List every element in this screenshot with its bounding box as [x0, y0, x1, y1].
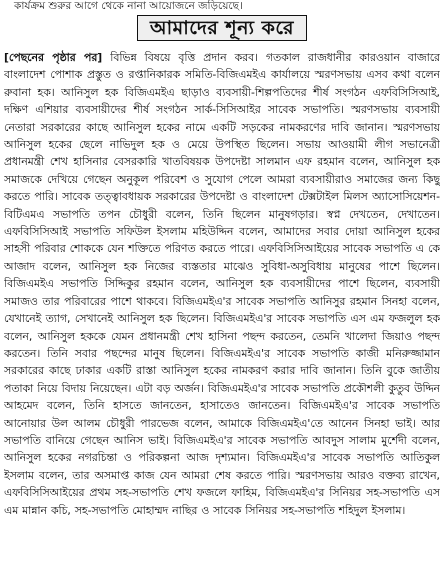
article-text: বিভিন্ন বিষয়ে বৃত্তি প্রদান করব। গতকাল রাজধানীর কারওয়ান বাজারে বাংলাদেশ পোশাক প্রস্তুত ও রপ্তানিকারক সমিতি-বিজিএমইএ কার্যালয়ে স্মরণসভায় এসব কথা বলেন রুবানা হক। আনিসুল হক বিজিএমইএ ছাড়াও ব্যবসায়ী-শিল্পপতিদের শীর্ষ সংগঠন এফবিসিসিআই, দক্ষিণ এশিয়ার ব্যবসায়ীদের শীর্ষ সংগঠন সার্ক-সিসিআইর সাবেক সভাপতি। স্মরণসভায় ব্যবসায়ী নেতারা সরকারের কাছে আনিসুল হকের নামে একটি সড়কের নামকরণের দাবি জানান। স্মরণসভায় আনিসুল হকের ছেলে নাভিদুল হক ও মেয়ে উপস্থিত ছিলেন। সভায় আওয়ামী লীগ সভানেত্রী প্রধানমন্ত্রী শেখ হাসিনার বেসরকারি খাতবিষয়ক উপদেষ্টা সালমান এফ রহমান বলেন, আনিসুল হক সমাজকে দেখিয়ে গেছেন অনুকূল পরিবেশ ও সুযোগ পেলে আমরা ব্যবসায়ীরাও সমাজের জন্য কিছু করতে পারি। সাবেক তত্ত্বাবধায়ক সরকারের উপদেষ্টা ও বাংলাদেশ টেক্সটাইল মিলস অ্যাসোসিয়েশন-বিটিএমএ সভাপতি তপন চৌধুরী বলেন, তিনি ছিলেন মানুষগড়ার। স্বপ্ন দেখতেন, দেখাতেন। এফবিসিসিআই সভাপতি সফিউল ইসলাম মহিউদ্দিন বলেন, আমাদের সবার দোয়া আনিসুল হকের সাহসী পরিবার শোককে যেন শক্তিতে পরিণত করতে পারে। এফবিসিসিআইয়ের সাবেক সভাপতি এ কে আজাদ বলেন, আনিসুল হক নিজের ব্যস্ততার মাঝেও সুবিধা-অসুবিধায় মানুষের পাশে ছিলেন। বিজিএমইএ সভাপতি সিদ্দিকুর রহমান বলেন, আনিসুল হক ব্যবসায়ীদের পাশে ছিলেন, ব্যবসায়ী সমাজও তার পরিবারের পাশে থাকবে। বিজিএমইএ'র সাবেক সভাপতি আনিসুর রহমান সিনহা বলেন, যেখানেই ত্যাগ, সেখানেই আনিসুল হক ছিলেন। বিজিএমইএ'র সাবেক সভাপতি এস এম ফজলুল হক বলেন, আনিসুল হককে যেমন প্রধানমন্ত্রী শেখ হাসিনা পছন্দ করতেন, তেমনি খালেদা জিয়াও পছন্দ করতেন। তিনি সবার পছন্দের মানুষ ছিলেন। বিজিএমইএ'র সাবেক সভাপতি কাজী মনিরুজ্জামান সরকারের কাছে ঢাকার একটি রাস্তা আনিসুল হকের নামকরণ করার দাবি জানান। তিনি বুকে জাতীয় পতাকা নিয়ে বিদায় নিয়েছেন। এটা বড় অর্জন। বিজিএমইএ'র সাবেক সভাপতি প্রকৌশলী কুতুব উদ্দিন আহমেদ বলেন, তিনি হাসতে জানতেন, হাসাতেও জানতেন। বিজিএমইএ'র সাবেক সভাপতি আনোয়ার উল আলম চৌধুরী পারভেজ বলেন, আমাকে বিজিএমইএ'তে আনেন সিনহা ভাই। আর সভাপতি বানিয়ে গেছেন আনিস ভাই। বিজিএমইএ'র সাবেক সভাপতি আবদুস সালাম মুর্শেদী বলেন, আনিসুল হকের নগরচিন্তা ও পরিকল্পনা আজ দৃশ্যমান। বিজিএমইএ'র সাবেক সভাপতি আতিকুল ইসলাম বলেন, তার অসমাপ্ত কাজ যেন আমরা শেষ করতে পারি। স্মরণসভায় আরও বক্তব্য রাখেন, এফবিসিসিআইয়ের প্রথম সহ-সভাপতি শেখ ফজলে ফাহিম, বিজিএমইএ'র সিনিয়র সহ-সভাপতি এস এম মান্নান কচি, সহ-সভাপতি মোহাম্মদ নাছির ও সাবেক সিনিয়র সহ-সভাপতি শহিদুল ইসলাম। [4, 51, 440, 517]
headline-container [4, 15, 440, 43]
headline: আমাদের শূন্য করে [137, 15, 307, 41]
continued-from-label: [পেছনের পৃষ্ঠার পর] [4, 51, 103, 64]
article-body [4, 49, 440, 573]
previous-article-tail: কার্যক্রম শুরুর আগে থেকে নানা আয়োজনে জড়িয়েছে। [14, 0, 243, 12]
